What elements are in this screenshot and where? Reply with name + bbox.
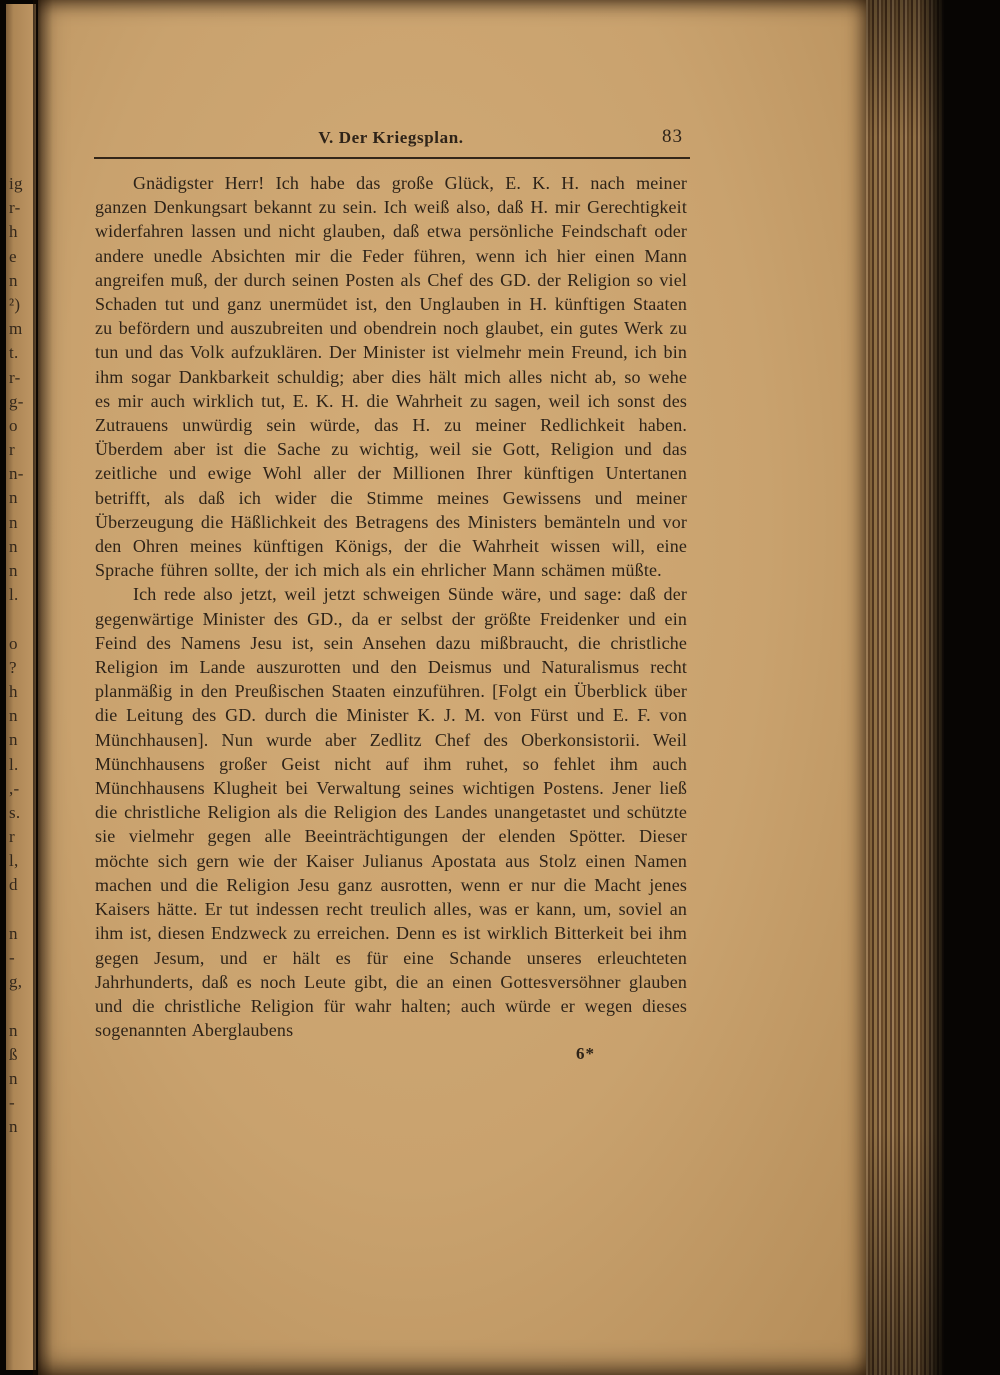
page-body bbox=[95, 171, 687, 1067]
text-fragment: l. bbox=[9, 754, 19, 774]
text-fragment: r bbox=[9, 440, 15, 460]
text-fragment: l, bbox=[9, 851, 19, 871]
page-number: 83 bbox=[662, 126, 683, 147]
text-fragment bbox=[9, 994, 36, 1018]
text-fragment: - bbox=[9, 948, 15, 967]
paragraph-1: Gnädigster Herr! Ich habe das große Glück, E. K. H. nach meiner ganzen Denkungsart bekannt zu sein. Ich weiß also, daß H. mir Gerechtigkeit widerfahren lassen und nicht glauben, daß etwa persönliche Feindschaft oder andere unedle Absichten mir die Feder führen, wenn ich hier einen Mann angreifen muß, der durch seinen Posten als Chef des GD. der Religion so viel Schaden tut und ganz unermüdet ist, den Unglauben in H. künftigen Staaten zu befördern und auszubreiten und obendrein noch glaubet, ein gutes Werk zu tun und das Volk aufzuklären. Der Minister ist vielmehr mein Freund, ich bin ihm sogar Dankbarkeit schuldig; aber dies hält mich alles nicht ab, so wehe es mir auch wirklich tut, E. K. H. die Wahrheit zu sagen, weil ich sonst des Zutrauens unwürdig sein würde, das H. zu meiner Redlichkeit haben. Überdem aber ist die Sache zu wichtig, weil sie Gott, Religion und das zeitliche und ewige Wohl aller der Millionen Ihrer künftigen Untertanen betrifft, als daß ich wider die Stimme meines Gewissens und meiner Überzeugung die Häßlichkeit des Betragens des Ministers bemänteln und vor den Ohren meines künftigen Königs, der die Wahrheit wissen will, eine Sprache führen sollte, der ich mich als ein ehrlicher Mann schämen müßte. bbox=[95, 173, 687, 581]
text-fragment: e bbox=[9, 246, 17, 266]
text-fragment: n bbox=[9, 706, 18, 726]
text-fragment: n- bbox=[9, 464, 24, 484]
running-title: V. Der Kriegsplan. bbox=[318, 128, 464, 147]
text-fragment: h bbox=[9, 681, 18, 701]
paragraph-2: Ich rede also jetzt, weil jetzt schweigen Sünde wäre, und sage: daß der gegenwärtige Minister des GD., da er selbst der größte Freidenker und ein Feind des Namens Jesu ist, sein Ansehen dazu mißbraucht, die christliche Religion im Lande auszurotten und den Deismus und Naturalismus recht planmäßig in den Preußischen Staaten einzuführen. [Folgt ein Überblick über die Leitung des GD. durch die Minister K. J. M. von Fürst und E. F. von Münchhausen]. Nun wurde aber Zedlitz Chef des Oberkonsistorii. Weil Münchhausens großer Geist nicht auf ihm ruhet, so fehlet ihm auch Münchhausens Klugheit bei Verwaltung seines wichtigen Postens. Jener ließ die christliche Religion als die Religion des Landes unangetastet und schützte sie vielmehr gegen alle Beeinträchtigungen der elenden Spötter. Dieser möchte sich gern wie der Kaiser Julianus Apostata aus Stolz einen Namen machen und die Religion Jesu ganz ausrotten, wenn er nur die Macht jenes Kaisers hätte. Er tut indessen recht treulich alles, was er kann, um, soviel an ihm ist, diesen Endzweck zu erreichen. Denn es ist wirklich Bitterkeit bei ihm gegen Jesum, und er hält es für eine Schande unseres erleuchteten Jahrhunderts, daß es noch Leute gibt, die an einen Gottesversöhner glauben und die christliche Religion für wahr halten; auch würde er wegen dieses sogenannten Aberglaubens bbox=[95, 584, 687, 1041]
text-fragment: t. bbox=[9, 343, 19, 363]
text-fragment: n bbox=[9, 512, 18, 532]
text-fragment: ,- bbox=[9, 778, 20, 798]
text-fragment: s. bbox=[9, 802, 21, 822]
text-fragment: r- bbox=[9, 367, 21, 387]
stacked-page-edges bbox=[866, 0, 944, 1375]
text-fragment bbox=[9, 1140, 36, 1164]
text-fragment: n bbox=[9, 923, 18, 943]
text-fragment: ? bbox=[9, 657, 17, 677]
text-fragment: n bbox=[9, 1068, 18, 1088]
text-fragment: g, bbox=[9, 972, 23, 992]
text-fragment: o bbox=[9, 415, 18, 435]
text-fragment: g- bbox=[9, 391, 24, 411]
text-fragment: o bbox=[9, 633, 18, 653]
text-fragment: n bbox=[9, 1117, 18, 1137]
text-fragment: l. bbox=[9, 585, 19, 605]
text-fragment: ²) bbox=[9, 294, 21, 314]
text-fragment: n bbox=[9, 561, 18, 580]
text-fragment: n bbox=[9, 270, 18, 290]
facing-page-text-fragments bbox=[6, 4, 36, 1164]
text-fragment bbox=[9, 898, 36, 922]
text-fragment: n bbox=[9, 1020, 18, 1040]
book-page bbox=[38, 0, 866, 1375]
text-fragment: ig bbox=[9, 174, 23, 193]
text-fragment: n bbox=[9, 730, 18, 750]
text-fragment: h bbox=[9, 222, 18, 242]
page-header bbox=[95, 128, 687, 148]
text-fragment bbox=[9, 607, 36, 631]
text-fragment: n bbox=[9, 536, 18, 556]
text-fragment: n bbox=[9, 488, 18, 508]
text-fragment: r- bbox=[9, 198, 21, 218]
header-rule bbox=[94, 157, 690, 159]
facing-page-edge bbox=[6, 4, 36, 1370]
text-fragment: ß bbox=[9, 1044, 18, 1064]
text-fragment: - bbox=[9, 1093, 15, 1113]
gutter-shadow bbox=[33, 0, 53, 1375]
signature-mark: 6* bbox=[576, 1044, 595, 1064]
text-fragment: d bbox=[9, 875, 18, 895]
text-fragment: r bbox=[9, 827, 15, 847]
text-fragment: m bbox=[9, 319, 23, 339]
